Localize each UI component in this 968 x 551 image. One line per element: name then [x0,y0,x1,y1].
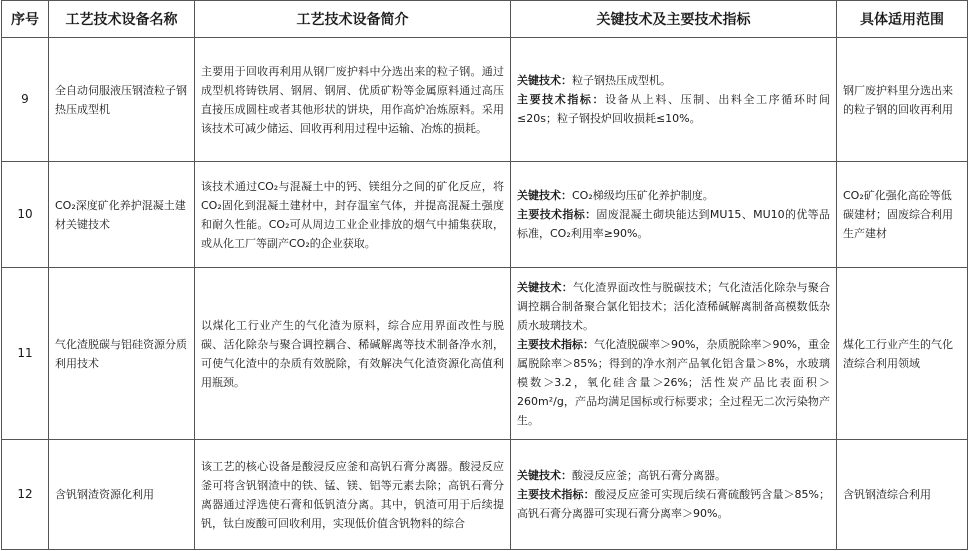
header-scope: 具体适用范围 [837,1,968,38]
main-index-line [517,205,830,243]
technology-table [1,0,968,550]
equipment-description: 该技术通过CO₂与混凝土中的钙、镁组分之间的矿化反应，将CO₂固化到混凝土建材中，封存温室气体，并提高混凝土强度和耐久性能。CO₂可从周边工业企业排放的烟气中捕集获取，或从化工厂等副产CO₂的企业获取。 [195,162,511,268]
table-row [2,38,968,162]
main-index-value: 气化渣脱碳率＞90%，杂质脱除率＞90%，重金属脱除率＞85%；得到的净水剂产品氧化铝含量＞8%，水玻璃模数＞3.2，氧化硅含量＞26%；活性炭产品比表面积＞260m²/g，产品均满足国标或行标要求；全过程无二次污染物产生。 [517,337,830,427]
key-tech-label: 关键技术： [517,74,572,87]
application-scope: 钢厂废护料里分选出来的粒子钢的回收再利用 [837,38,968,162]
key-tech-line [517,186,830,205]
equipment-name: CO₂深度矿化养护混凝土建材关键技术 [49,162,195,268]
main-index-value: 固废混凝土砌块能达到MU15、MU10的优等品标准，CO₂利用率≥90%。 [517,208,831,240]
key-tech-label: 关键技术： [517,280,573,294]
key-technology-cell [511,268,837,440]
equipment-description: 该工艺的核心设备是酸浸反应釜和高钒石膏分离器。酸浸反应釜可将含钒钢渣中的铁、锰、镁、铝等元素去除；高钒石膏分离器通过浮选使石膏和低钒渣分离。其中，钒渣可用于后续提钒，钛白废酸可回收利用，实现低价值含钒物料的综合 [195,440,511,550]
row-number: 12 [2,440,49,550]
main-index-line [517,90,830,128]
key-tech-label: 关键技术： [517,469,572,482]
header-desc: 工艺技术设备简介 [195,1,511,38]
header-name: 工艺技术设备名称 [49,1,195,38]
row-number: 9 [2,38,49,162]
table-row [2,440,968,550]
table-row [2,268,968,440]
application-scope: 煤化工行业产生的气化渣综合利用领域 [837,268,968,440]
main-index-line [517,335,830,430]
application-scope: CO₂矿化强化高砼等低碳建材；固废综合利用生产建材 [837,162,968,268]
key-tech-value: 酸浸反应釜；高钒石膏分离器。 [572,469,726,482]
equipment-description: 主要用于回收再利用从钢厂废护料中分选出来的粒子钢。通过成型机将铸铁屑、钢屑、钢屑、优质矿粉等金属原料通过高压直接压成圆柱或者其他形状的饼块，用作高炉冶炼原料。采用该技术可减少储运、回收再利用过程中运输、冶炼的损耗。 [195,38,511,162]
key-technology-cell [511,38,837,162]
row-number: 10 [2,162,49,268]
main-index-label: 主要技术指标： [517,93,606,106]
key-tech-line [517,466,830,485]
key-tech-value: 气化渣界面改性与脱碳技术；气化渣活化除杂与聚合调控耦合制备聚合氯化铝技术；活化渣稀碱解离制备高模数低杂质水玻璃技术。 [517,280,831,332]
equipment-name: 全自动伺服液压钢渣粒子钢热压成型机 [49,38,195,162]
row-number: 11 [2,268,49,440]
equipment-name: 含钒钢渣资源化利用 [49,440,195,550]
application-scope: 含钒钢渣综合利用 [837,440,968,550]
equipment-description: 以煤化工行业产生的气化渣为原料，综合应用界面改性与脱碳、活化除杂与聚合调控耦合、稀碱解离等技术制备净水剂，可使气化渣中的杂质有效脱除，有效解决气化渣资源化高值利用瓶颈。 [195,268,511,440]
key-technology-cell [511,440,837,550]
equipment-name: 气化渣脱碳与铝硅资源分质利用技术 [49,268,195,440]
header-row [2,1,968,38]
main-index-line [517,485,830,523]
key-technology-cell [511,162,837,268]
main-index-value: 酸浸反应釜可实现后续石膏硫酸钙含量＞85%；高钒石膏分离器可实现石膏分离率＞90%。 [517,488,831,520]
header-key: 关键技术及主要技术指标 [511,1,837,38]
main-index-label: 主要技术指标： [517,337,595,351]
key-tech-line [517,278,830,335]
key-tech-label: 关键技术： [517,189,572,202]
main-index-value: 设备从上料、压制、出料全工序循环时间≤20s；粒子钢投炉回收损耗≤10%。 [517,93,831,125]
key-tech-line [517,71,830,90]
key-tech-value: 粒子钢热压成型机。 [572,74,671,87]
key-tech-value: CO₂梯级均压矿化养护制度。 [572,189,714,202]
header-no: 序号 [2,1,49,38]
main-index-label: 主要技术指标： [517,488,595,501]
main-index-label: 主要技术指标： [517,208,597,221]
table-row [2,162,968,268]
